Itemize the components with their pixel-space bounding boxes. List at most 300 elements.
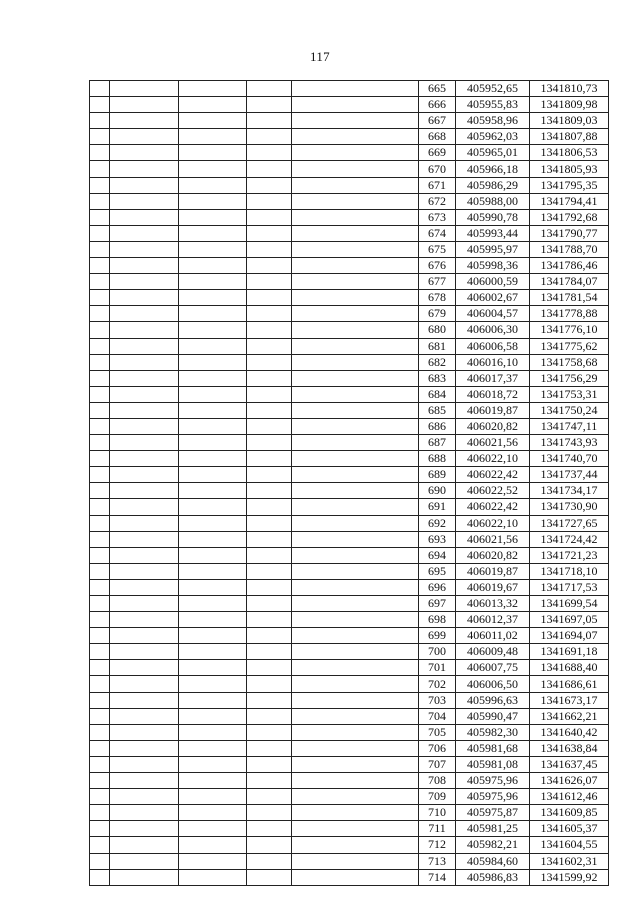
empty-cell [179,708,247,724]
x-coordinate-cell: 406020,82 [456,418,530,434]
empty-cell [292,290,419,306]
empty-cell [179,209,247,225]
table-row [90,563,609,579]
empty-cell [90,145,110,161]
empty-cell [110,837,179,853]
y-coordinate-cell: 1341750,24 [530,402,609,418]
empty-cell [90,113,110,129]
point-number-cell: 690 [419,483,456,499]
x-coordinate-cell: 406022,10 [456,515,530,531]
empty-cell [292,805,419,821]
empty-cell [110,193,179,209]
x-coordinate-cell: 406022,52 [456,483,530,499]
y-coordinate-cell: 1341786,46 [530,258,609,274]
y-coordinate-cell: 1341640,42 [530,724,609,740]
x-coordinate-cell: 406018,72 [456,386,530,402]
empty-cell [292,531,419,547]
y-coordinate-cell: 1341790,77 [530,225,609,241]
x-coordinate-cell: 406011,02 [456,628,530,644]
empty-cell [90,467,110,483]
point-number-cell: 703 [419,692,456,708]
point-number-cell: 692 [419,515,456,531]
y-coordinate-cell: 1341734,17 [530,483,609,499]
point-number-cell: 694 [419,547,456,563]
x-coordinate-cell: 406021,56 [456,531,530,547]
empty-cell [179,386,247,402]
y-coordinate-cell: 1341721,23 [530,547,609,563]
empty-cell [110,451,179,467]
empty-cell [179,177,247,193]
empty-cell [110,402,179,418]
empty-cell [247,370,292,386]
empty-cell [90,161,110,177]
empty-cell [110,306,179,322]
x-coordinate-cell: 405995,97 [456,241,530,257]
y-coordinate-cell: 1341795,35 [530,177,609,193]
table-row [90,821,609,837]
x-coordinate-cell: 405962,03 [456,129,530,145]
empty-cell [292,193,419,209]
empty-cell [179,338,247,354]
table-row [90,209,609,225]
x-coordinate-cell: 405988,00 [456,193,530,209]
empty-cell [247,612,292,628]
table-row [90,596,609,612]
empty-cell [247,869,292,885]
empty-cell [292,113,419,129]
empty-cell [90,306,110,322]
point-number-cell: 665 [419,81,456,97]
empty-cell [90,869,110,885]
x-coordinate-cell: 406009,48 [456,644,530,660]
x-coordinate-cell: 406019,67 [456,579,530,595]
empty-cell [90,596,110,612]
empty-cell [292,756,419,772]
empty-cell [179,225,247,241]
point-number-cell: 670 [419,161,456,177]
empty-cell [292,338,419,354]
empty-cell [110,386,179,402]
table-row [90,354,609,370]
empty-cell [247,451,292,467]
empty-cell [247,402,292,418]
x-coordinate-cell: 405952,65 [456,81,530,97]
point-number-cell: 685 [419,402,456,418]
empty-cell [179,869,247,885]
empty-cell [292,177,419,193]
y-coordinate-cell: 1341740,70 [530,451,609,467]
empty-cell [90,177,110,193]
empty-cell [292,853,419,869]
empty-cell [179,81,247,97]
empty-cell [292,418,419,434]
point-number-cell: 695 [419,563,456,579]
empty-cell [292,740,419,756]
table-row [90,773,609,789]
empty-cell [90,708,110,724]
empty-cell [90,805,110,821]
empty-cell [292,386,419,402]
table-row [90,499,609,515]
point-number-cell: 712 [419,837,456,853]
empty-cell [292,354,419,370]
empty-cell [110,499,179,515]
empty-cell [247,483,292,499]
y-coordinate-cell: 1341604,55 [530,837,609,853]
empty-cell [90,241,110,257]
empty-cell [179,724,247,740]
y-coordinate-cell: 1341756,29 [530,370,609,386]
empty-cell [292,789,419,805]
empty-cell [292,692,419,708]
empty-cell [110,740,179,756]
empty-cell [247,161,292,177]
empty-cell [110,612,179,628]
empty-cell [90,338,110,354]
empty-cell [90,676,110,692]
empty-cell [247,644,292,660]
y-coordinate-cell: 1341805,93 [530,161,609,177]
empty-cell [90,579,110,595]
table-row [90,612,609,628]
y-coordinate-cell: 1341691,18 [530,644,609,660]
empty-cell [179,306,247,322]
y-coordinate-cell: 1341737,44 [530,467,609,483]
y-coordinate-cell: 1341730,90 [530,499,609,515]
y-coordinate-cell: 1341809,98 [530,97,609,113]
empty-cell [292,435,419,451]
point-number-cell: 681 [419,338,456,354]
empty-cell [247,853,292,869]
table-row [90,161,609,177]
point-number-cell: 674 [419,225,456,241]
x-coordinate-cell: 405981,68 [456,740,530,756]
x-coordinate-cell: 406007,75 [456,660,530,676]
empty-cell [292,821,419,837]
empty-cell [110,692,179,708]
table-row [90,258,609,274]
table-row [90,467,609,483]
empty-cell [292,161,419,177]
empty-cell [179,467,247,483]
x-coordinate-cell: 405986,83 [456,869,530,885]
point-number-cell: 704 [419,708,456,724]
coordinates-table-body [90,81,609,886]
x-coordinate-cell: 405965,01 [456,145,530,161]
empty-cell [292,467,419,483]
empty-cell [110,354,179,370]
empty-cell [110,225,179,241]
empty-cell [110,869,179,885]
empty-cell [292,563,419,579]
empty-cell [90,499,110,515]
empty-cell [292,81,419,97]
empty-cell [292,209,419,225]
y-coordinate-cell: 1341807,88 [530,129,609,145]
x-coordinate-cell: 405998,36 [456,258,530,274]
empty-cell [110,547,179,563]
y-coordinate-cell: 1341718,10 [530,563,609,579]
x-coordinate-cell: 406000,59 [456,274,530,290]
empty-cell [90,692,110,708]
point-number-cell: 684 [419,386,456,402]
empty-cell [247,97,292,113]
y-coordinate-cell: 1341776,10 [530,322,609,338]
empty-cell [110,145,179,161]
empty-cell [110,773,179,789]
empty-cell [110,418,179,434]
empty-cell [292,660,419,676]
y-coordinate-cell: 1341638,84 [530,740,609,756]
empty-cell [247,225,292,241]
empty-cell [247,676,292,692]
empty-cell [247,129,292,145]
table-row [90,547,609,563]
x-coordinate-cell: 406022,10 [456,451,530,467]
empty-cell [90,837,110,853]
x-coordinate-cell: 406002,67 [456,290,530,306]
x-coordinate-cell: 405975,96 [456,773,530,789]
point-number-cell: 696 [419,579,456,595]
empty-cell [292,145,419,161]
empty-cell [247,596,292,612]
empty-cell [247,756,292,772]
empty-cell [90,290,110,306]
empty-cell [90,435,110,451]
point-number-cell: 691 [419,499,456,515]
y-coordinate-cell: 1341792,68 [530,209,609,225]
empty-cell [179,789,247,805]
y-coordinate-cell: 1341727,65 [530,515,609,531]
empty-cell [179,145,247,161]
empty-cell [90,821,110,837]
table-row [90,177,609,193]
y-coordinate-cell: 1341602,31 [530,853,609,869]
empty-cell [179,596,247,612]
table-row [90,306,609,322]
table-row [90,402,609,418]
empty-cell [247,724,292,740]
x-coordinate-cell: 406019,87 [456,563,530,579]
point-number-cell: 707 [419,756,456,772]
empty-cell [110,628,179,644]
point-number-cell: 705 [419,724,456,740]
empty-cell [110,676,179,692]
point-number-cell: 714 [419,869,456,885]
empty-cell [110,338,179,354]
empty-cell [292,676,419,692]
empty-cell [90,789,110,805]
table-row [90,483,609,499]
empty-cell [292,402,419,418]
empty-cell [247,708,292,724]
point-number-cell: 687 [419,435,456,451]
empty-cell [247,113,292,129]
empty-cell [247,435,292,451]
table-row [90,789,609,805]
empty-cell [247,209,292,225]
y-coordinate-cell: 1341673,17 [530,692,609,708]
table-row [90,644,609,660]
y-coordinate-cell: 1341694,07 [530,628,609,644]
x-coordinate-cell: 406019,87 [456,402,530,418]
y-coordinate-cell: 1341699,54 [530,596,609,612]
y-coordinate-cell: 1341778,88 [530,306,609,322]
empty-cell [110,515,179,531]
point-number-cell: 693 [419,531,456,547]
point-number-cell: 679 [419,306,456,322]
empty-cell [90,451,110,467]
empty-cell [179,451,247,467]
empty-cell [179,354,247,370]
table-row [90,418,609,434]
x-coordinate-cell: 405996,63 [456,692,530,708]
empty-cell [292,837,419,853]
empty-cell [110,596,179,612]
empty-cell [292,370,419,386]
empty-cell [247,338,292,354]
point-number-cell: 697 [419,596,456,612]
empty-cell [110,274,179,290]
y-coordinate-cell: 1341794,41 [530,193,609,209]
empty-cell [247,837,292,853]
empty-cell [179,290,247,306]
empty-cell [179,97,247,113]
y-coordinate-cell: 1341637,45 [530,756,609,772]
empty-cell [90,563,110,579]
empty-cell [90,209,110,225]
empty-cell [90,853,110,869]
empty-cell [110,821,179,837]
y-coordinate-cell: 1341662,21 [530,708,609,724]
empty-cell [179,837,247,853]
empty-cell [110,177,179,193]
x-coordinate-cell: 406017,37 [456,370,530,386]
point-number-cell: 680 [419,322,456,338]
empty-cell [179,322,247,338]
y-coordinate-cell: 1341753,31 [530,386,609,402]
empty-cell [247,789,292,805]
y-coordinate-cell: 1341686,61 [530,676,609,692]
empty-cell [90,81,110,97]
x-coordinate-cell: 405975,96 [456,789,530,805]
y-coordinate-cell: 1341605,37 [530,821,609,837]
x-coordinate-cell: 406012,37 [456,612,530,628]
empty-cell [90,773,110,789]
empty-cell [110,97,179,113]
y-coordinate-cell: 1341724,42 [530,531,609,547]
point-number-cell: 686 [419,418,456,434]
empty-cell [292,579,419,595]
x-coordinate-cell: 405984,60 [456,853,530,869]
table-row [90,225,609,241]
point-number-cell: 671 [419,177,456,193]
table-row [90,274,609,290]
empty-cell [110,129,179,145]
x-coordinate-cell: 406021,56 [456,435,530,451]
empty-cell [90,322,110,338]
empty-cell [247,467,292,483]
table-row [90,386,609,402]
empty-cell [292,129,419,145]
empty-cell [292,708,419,724]
empty-cell [110,789,179,805]
empty-cell [90,370,110,386]
empty-cell [292,258,419,274]
point-number-cell: 668 [419,129,456,145]
empty-cell [292,644,419,660]
empty-cell [179,418,247,434]
empty-cell [90,628,110,644]
empty-cell [90,402,110,418]
point-number-cell: 708 [419,773,456,789]
table-row [90,853,609,869]
empty-cell [247,418,292,434]
table-row [90,805,609,821]
table-row [90,241,609,257]
table-row [90,290,609,306]
empty-cell [90,483,110,499]
empty-cell [247,145,292,161]
x-coordinate-cell: 406016,10 [456,354,530,370]
empty-cell [247,177,292,193]
table-row [90,97,609,113]
x-coordinate-cell: 405982,21 [456,837,530,853]
empty-cell [247,386,292,402]
empty-cell [247,773,292,789]
empty-cell [90,724,110,740]
y-coordinate-cell: 1341609,85 [530,805,609,821]
empty-cell [247,258,292,274]
empty-cell [110,853,179,869]
empty-cell [110,660,179,676]
empty-cell [247,354,292,370]
empty-cell [110,435,179,451]
y-coordinate-cell: 1341612,46 [530,789,609,805]
empty-cell [110,161,179,177]
table-row [90,338,609,354]
y-coordinate-cell: 1341775,62 [530,338,609,354]
point-number-cell: 678 [419,290,456,306]
table-row [90,451,609,467]
empty-cell [179,113,247,129]
empty-cell [179,821,247,837]
empty-cell [292,322,419,338]
point-number-cell: 702 [419,676,456,692]
empty-cell [179,660,247,676]
empty-cell [110,467,179,483]
table-row [90,531,609,547]
point-number-cell: 706 [419,740,456,756]
point-number-cell: 688 [419,451,456,467]
empty-cell [90,129,110,145]
table-row [90,322,609,338]
empty-cell [179,773,247,789]
empty-cell [179,644,247,660]
empty-cell [179,756,247,772]
empty-cell [110,290,179,306]
table-row [90,435,609,451]
table-row [90,579,609,595]
empty-cell [292,499,419,515]
table-row [90,692,609,708]
table-row [90,113,609,129]
point-number-cell: 689 [419,467,456,483]
empty-cell [292,612,419,628]
coordinates-table [89,80,609,886]
y-coordinate-cell: 1341717,53 [530,579,609,595]
x-coordinate-cell: 405955,83 [456,97,530,113]
